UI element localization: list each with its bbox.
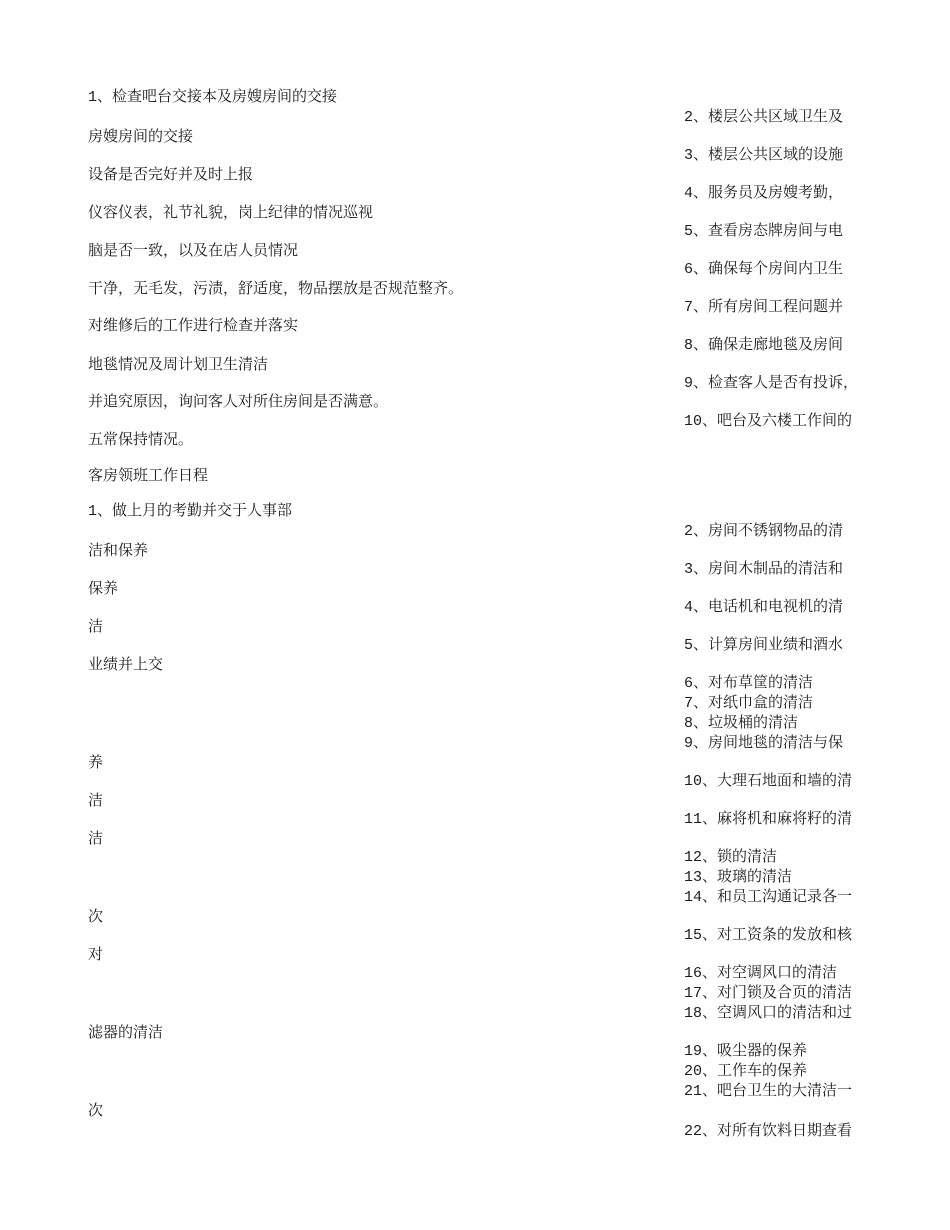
left-column-line: 洁	[88, 619, 104, 636]
right-column-line: 17、对门锁及合页的清洁	[684, 985, 853, 1002]
right-column-line: 11、麻将机和麻将籽的清	[684, 811, 853, 828]
right-column-line: 20、工作车的保养	[684, 1063, 808, 1080]
right-column-line: 8、垃圾桶的清洁	[684, 715, 799, 732]
right-column-line: 22、对所有饮料日期查看	[684, 1123, 853, 1140]
right-column	[684, 0, 934, 1230]
right-column-line: 18、空调风口的清洁和过	[684, 1005, 853, 1022]
left-column-line: 并追究原因，询问客人对所住房间是否满意。	[88, 394, 389, 411]
right-column-line: 10、吧台及六楼工作间的	[684, 413, 853, 430]
left-column-line: 保养	[88, 581, 119, 598]
left-column-line: 仪容仪表，礼节礼貌，岗上纪律的情况巡视	[88, 205, 374, 222]
right-column-line: 3、楼层公共区域的设施	[684, 147, 844, 164]
left-column	[88, 0, 648, 1230]
left-column-line: 滤器的清洁	[88, 1025, 164, 1042]
left-column-line: 洁	[88, 793, 104, 810]
left-column-line: 地毯情况及周计划卫生清洁	[88, 357, 269, 374]
left-column-line: 1、检查吧台交接本及房嫂房间的交接	[88, 89, 338, 106]
right-column-line: 16、对空调风口的清洁	[684, 965, 838, 982]
right-column-line: 14、和员工沟通记录各一	[684, 889, 853, 906]
left-column-line: 五常保持情况。	[88, 432, 194, 449]
left-column-line: 次	[88, 1103, 104, 1120]
right-column-line: 15、对工资条的发放和核	[684, 927, 853, 944]
right-column-line: 12、锁的清洁	[684, 849, 778, 866]
left-column-line: 脑是否一致，以及在店人员情况	[88, 243, 299, 260]
left-column-line: 次	[88, 909, 104, 926]
left-column-line: 洁	[88, 831, 104, 848]
left-column-line: 对	[88, 947, 104, 964]
right-column-line: 8、确保走廊地毯及房间	[684, 337, 844, 354]
right-column-line: 10、大理石地面和墙的清	[684, 773, 853, 790]
right-column-line: 6、确保每个房间内卫生	[684, 261, 844, 278]
right-column-line: 19、吸尘器的保养	[684, 1043, 808, 1060]
left-column-line: 对维修后的工作进行检查并落实	[88, 318, 299, 335]
right-column-line: 4、服务员及房嫂考勤，	[684, 185, 844, 202]
right-column-line: 5、查看房态牌房间与电	[684, 223, 844, 240]
right-column-line: 6、对布草筐的清洁	[684, 675, 814, 692]
right-column-line: 4、电话机和电视机的清	[684, 599, 844, 616]
left-column-line: 养	[88, 755, 104, 772]
right-column-line: 2、楼层公共区域卫生及	[684, 109, 844, 126]
right-column-line: 9、房间地毯的清洁与保	[684, 735, 844, 752]
left-column-line: 设备是否完好并及时上报	[88, 167, 254, 184]
left-column-line: 房嫂房间的交接	[88, 129, 194, 146]
right-column-line: 3、房间木制品的清洁和	[684, 561, 844, 578]
right-column-line: 9、检查客人是否有投诉，	[684, 375, 859, 392]
left-column-line: 1、做上月的考勤并交于人事部	[88, 503, 293, 520]
section-heading: 客房领班工作日程	[88, 468, 209, 485]
right-column-line: 13、玻璃的清洁	[684, 869, 793, 886]
right-column-line: 21、吧台卫生的大清洁一	[684, 1083, 853, 1100]
right-column-line: 7、所有房间工程问题并	[684, 299, 844, 316]
left-column-line: 干净，无毛发，污渍，舒适度，物品摆放是否规范整齐。	[88, 281, 464, 298]
right-column-line: 5、计算房间业绩和酒水	[684, 637, 844, 654]
right-column-line: 7、对纸巾盒的清洁	[684, 695, 814, 712]
right-column-line: 2、房间不锈钢物品的清	[684, 523, 844, 540]
left-column-line: 业绩并上交	[88, 657, 164, 674]
left-column-line: 洁和保养	[88, 543, 149, 560]
